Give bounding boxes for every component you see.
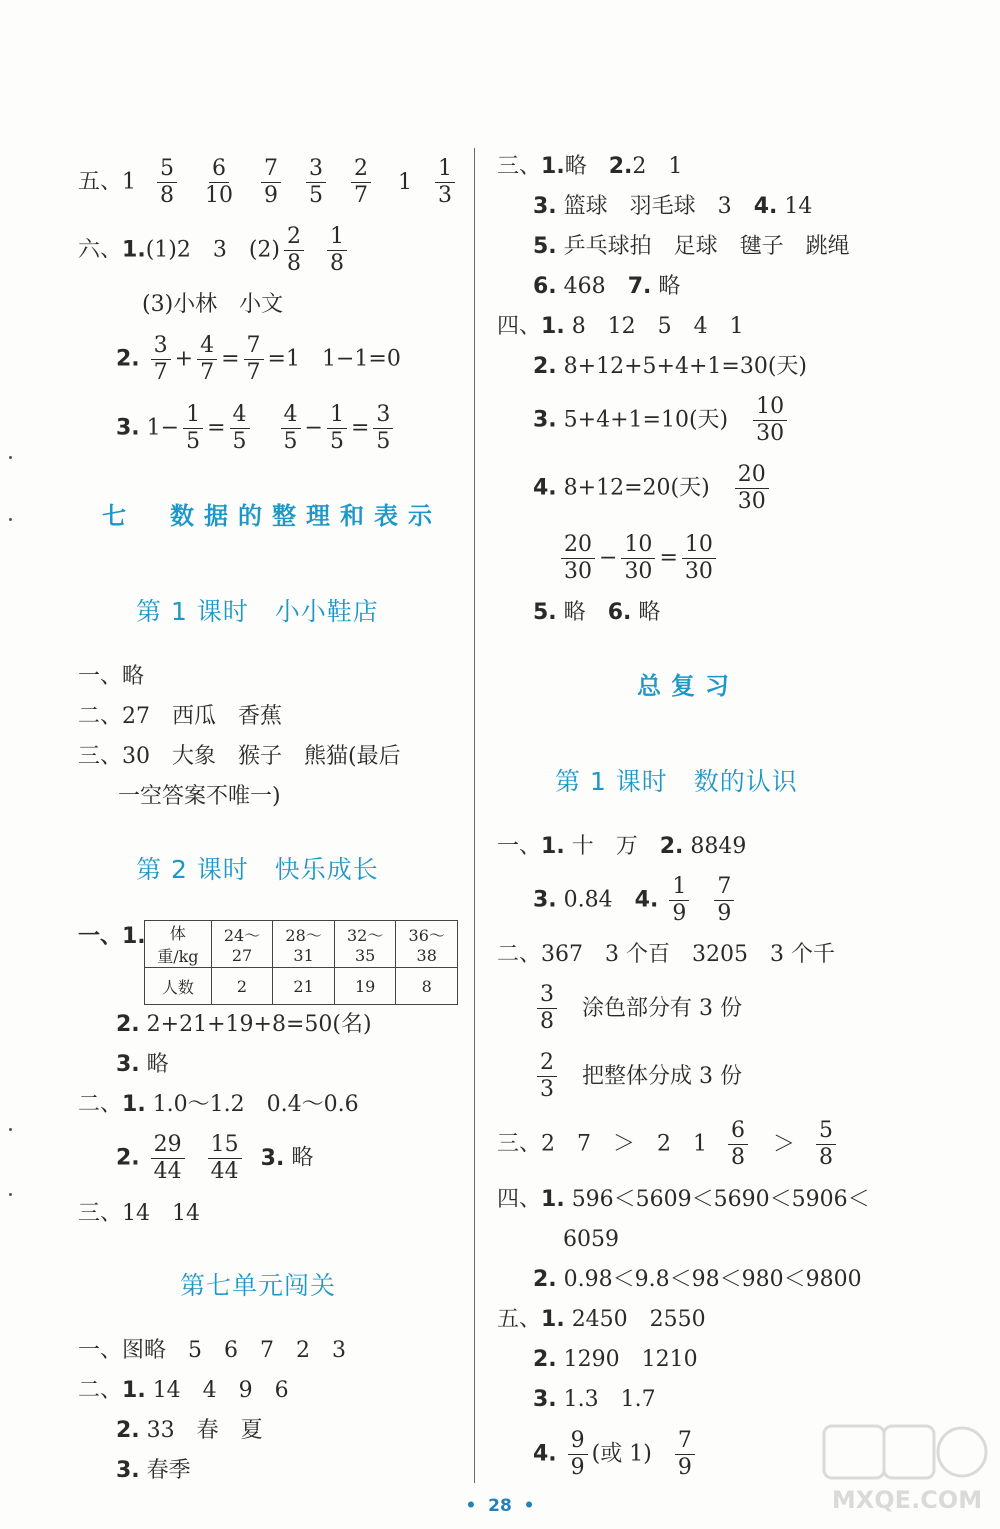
r-si-2: 2. 8+12+5+4+1=30(天) (533, 354, 807, 379)
s-si-1: 四、1. 596＜5609＜5690＜5906＜ (497, 1187, 870, 1212)
table-header: 24～27 (211, 921, 273, 968)
r-si-4-calc: $\frac{20}{30}$ − $\frac{10}{30}$ = $\frac{10}{30}$ (557, 532, 720, 585)
answer-liu-2: 2. $\frac{3}{7}$ + $\frac{4}{7}$ = $\frac{7}{7}$ =1 1−1=0 (116, 333, 401, 385)
lesson2-san: 三、14 14 (78, 1201, 200, 1226)
watermark-logo (822, 1420, 992, 1520)
lesson1-answer-3-cont: 一空答案不唯一) (118, 784, 281, 809)
s-er-frac2: $\frac{2}{3}$ 把整体分成 3 份 (533, 1050, 742, 1103)
r-si-4: 4. 8+12=20(天) $\frac{20}{30}$ (533, 462, 773, 515)
table-header: 28～31 (273, 921, 335, 968)
table-cell: 19 (334, 968, 396, 1005)
s-er: 二、367 3 个百 3205 3 个千 (497, 942, 835, 967)
s-san: 三、2 7 ＞ 2 1 $\frac{6}{8}$ ＞ $\frac{5}{8}$ (497, 1118, 840, 1171)
table-header: 体重/kg (145, 921, 212, 968)
s-yi-3: 3. 0.84 4. $\frac{1}{9}$ $\frac{7}{9}$ (533, 874, 738, 927)
column-divider (474, 148, 475, 1483)
table-header: 32～35 (334, 921, 396, 968)
margin-speck (9, 1128, 12, 1131)
s-wu-2: 2. 1290 1210 (533, 1347, 698, 1372)
unit-test-title: 第七单元闯关 (180, 1271, 337, 1300)
table-row (145, 921, 458, 968)
r-si-1: 四、1. 8 12 5 4 1 (497, 314, 744, 339)
unit-test-1: 一、图略 5 6 7 2 3 (78, 1338, 346, 1363)
weight-table (144, 920, 458, 1005)
answer-liu-1: 六、1.(1)2 3 (2) $\frac{2}{8}$ $\frac{1}{8}$ (78, 224, 351, 277)
r-san-6: 6. 468 7. 略 (533, 274, 681, 299)
answer-liu-3: 3. 1− $\frac{1}{5}$ = $\frac{4}{5}$ $\frac{4}{5}$ − $\frac{1}{5}$ = $\frac{3}{5}$ (116, 402, 397, 455)
margin-speck (9, 518, 12, 521)
table-row (145, 968, 458, 1005)
answer-wu: 五、1 $\frac{5}{8}$ $\frac{6}{10}$ $\frac{7}{9}$ $\frac{3}{5}$ $\frac{2}{7}$ 1 $\frac{1}{3}$ (78, 156, 459, 209)
s-wu-4: 4. $\frac{9}{9}$ (或 1) $\frac{7}{9}$ (533, 1428, 699, 1481)
unit-test-2: 二、1. 14 4 9 6 (78, 1378, 289, 1403)
r-san-3: 3. 篮球 羽毛球 3 4. 14 (533, 194, 813, 219)
lesson1-answer-1: 一、略 (78, 664, 145, 689)
lesson-1-title: 第 1 课时 小小鞋店 (136, 597, 379, 626)
table-cell: 人数 (145, 968, 212, 1005)
s-wu-3: 3. 1.3 1.7 (533, 1387, 656, 1412)
r-si-5: 5. 略 6. 略 (533, 600, 661, 625)
answer-liu-1-3: (3)小林 小文 (142, 292, 284, 317)
review-title: 总复习 (637, 672, 739, 700)
lesson2-q2: 2. 2+21+19+8=50(名) (116, 1012, 372, 1037)
unit-test-2-3: 3. 春季 (116, 1458, 191, 1483)
r-san-1: 三、1.略 2.2 1 (497, 154, 683, 179)
page-number: • 28 • (465, 1496, 535, 1516)
s-si-1-cont: 6059 (563, 1227, 619, 1252)
lesson2-er-2: 2. $\frac{29}{44}$ $\frac{15}{44}$ 3. 略 (116, 1132, 314, 1184)
review-lesson-title: 第 1 课时 数的认识 (555, 767, 798, 796)
lesson1-answer-3: 三、30 大象 猴子 熊猫(最后 (78, 744, 401, 769)
r-si-3: 3. 5+4+1=10(天) $\frac{10}{30}$ (533, 394, 791, 447)
table-header: 36～38 (396, 921, 458, 968)
lesson2-q1-label: 一、1. (78, 924, 146, 949)
s-si-2: 2. 0.98＜9.8＜98＜980＜9800 (533, 1267, 862, 1292)
table-cell: 8 (396, 968, 458, 1005)
r-san-5: 5. 乒乓球拍 足球 毽子 跳绳 (533, 234, 850, 259)
lesson1-answer-2: 二、27 西瓜 香蕉 (78, 704, 282, 729)
unit-test-2-2: 2. 33 春 夏 (116, 1418, 263, 1443)
table-cell: 2 (211, 968, 273, 1005)
svg-text:MXQE.COM: MXQE.COM (831, 1486, 983, 1514)
lesson2-er-1: 二、1. 1.0～1.2 0.4～0.6 (78, 1092, 359, 1117)
margin-speck (9, 456, 12, 459)
lesson-2-title: 第 2 课时 快乐成长 (136, 855, 379, 884)
s-yi-1: 一、1. 十 万 2. 8849 (497, 834, 747, 859)
lesson2-q3: 3. 略 (116, 1052, 169, 1077)
unit-title: 七 数据的整理和表示 (102, 502, 442, 530)
table-cell: 21 (273, 968, 335, 1005)
margin-speck (9, 1193, 12, 1196)
s-er-frac1: $\frac{3}{8}$ 涂色部分有 3 份 (533, 982, 742, 1035)
s-wu-1: 五、1. 2450 2550 (497, 1307, 706, 1332)
